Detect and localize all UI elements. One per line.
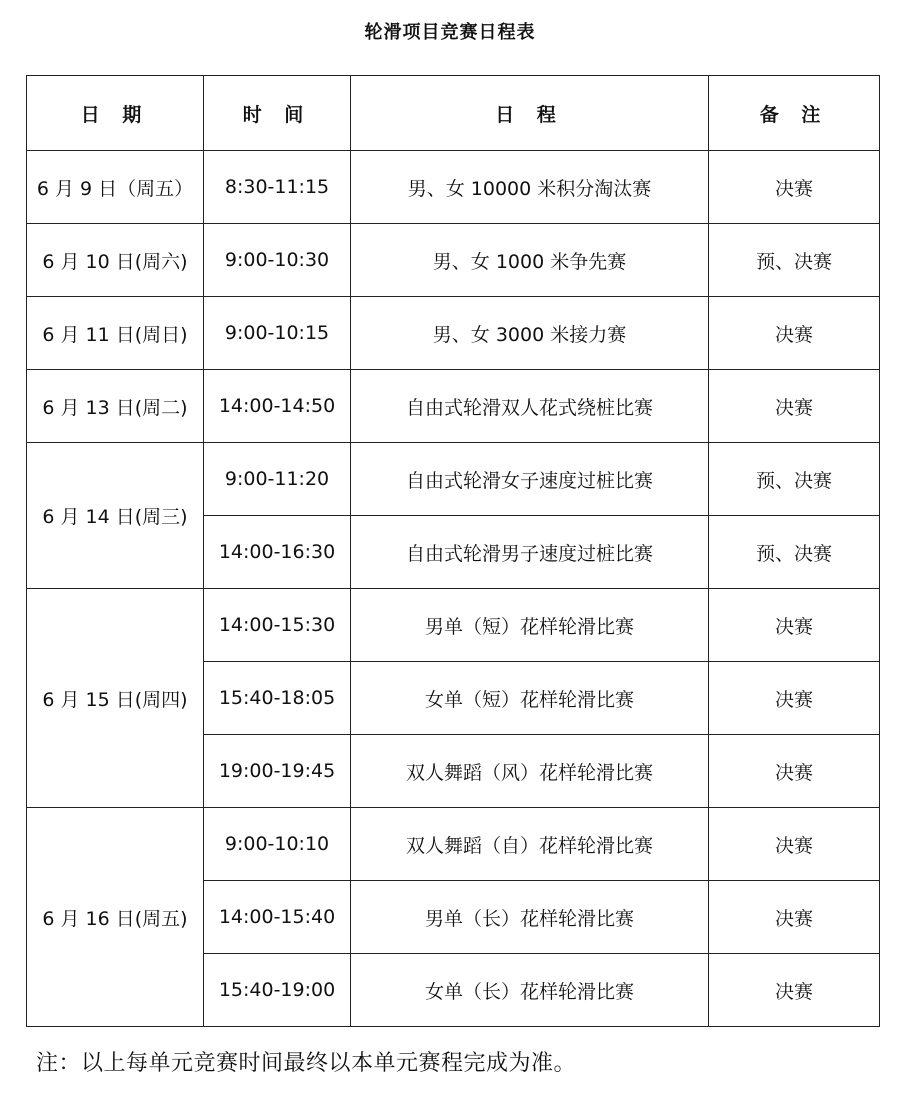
time-cell: 15:40-19:00 [204,954,351,1027]
event-cell: 女单（长）花样轮滑比赛 [351,954,709,1027]
time-cell: 9:00-11:20 [204,443,351,516]
page-title: 轮滑项目竞赛日程表 [364,22,536,43]
note-cell: 预、决赛 [709,443,880,516]
header-time: 时 间 [204,76,351,151]
time-cell: 14:00-16:30 [204,516,351,589]
date-cell: 6 月 14 日(周三) [27,443,204,589]
event-cell: 男单（长）花样轮滑比赛 [351,881,709,954]
header-note: 备 注 [709,76,880,151]
note-cell: 决赛 [709,151,880,224]
table-row [27,151,880,224]
note-cell: 决赛 [709,589,880,662]
time-cell: 9:00-10:30 [204,224,351,297]
event-cell: 男单（短）花样轮滑比赛 [351,589,709,662]
date-cell: 6 月 10 日(周六) [27,224,204,297]
header-date: 日 期 [27,76,204,151]
note-cell: 决赛 [709,370,880,443]
event-cell: 男、女 3000 米接力赛 [351,297,709,370]
event-cell: 双人舞蹈（风）花样轮滑比赛 [351,735,709,808]
time-cell: 14:00-15:30 [204,589,351,662]
note-cell: 决赛 [709,881,880,954]
event-cell: 男、女 1000 米争先赛 [351,224,709,297]
table-row [27,808,880,881]
time-cell: 9:00-10:15 [204,297,351,370]
note-cell: 决赛 [709,735,880,808]
event-cell: 男、女 10000 米积分淘汰赛 [351,151,709,224]
table-header-row [27,76,880,151]
event-cell: 自由式轮滑女子速度过桩比赛 [351,443,709,516]
table-row [27,224,880,297]
event-cell: 女单（短）花样轮滑比赛 [351,662,709,735]
note-cell: 决赛 [709,954,880,1027]
note-cell: 决赛 [709,662,880,735]
date-cell: 6 月 15 日(周四) [27,589,204,808]
note-cell: 决赛 [709,297,880,370]
event-cell: 自由式轮滑男子速度过桩比赛 [351,516,709,589]
footnote: 注：以上每单元竞赛时间最终以本单元赛程完成为准。 [36,1051,577,1076]
schedule-table [26,75,880,1027]
time-cell: 8:30-11:15 [204,151,351,224]
time-cell: 14:00-14:50 [204,370,351,443]
table-row [27,370,880,443]
date-cell: 6 月 16 日(周五) [27,808,204,1027]
time-cell: 9:00-10:10 [204,808,351,881]
table-row [27,589,880,662]
event-cell: 双人舞蹈（自）花样轮滑比赛 [351,808,709,881]
note-cell: 预、决赛 [709,516,880,589]
note-cell: 决赛 [709,808,880,881]
date-cell: 6 月 9 日（周五） [27,151,204,224]
table-row [27,297,880,370]
time-cell: 19:00-19:45 [204,735,351,808]
date-cell: 6 月 11 日(周日) [27,297,204,370]
table-row [27,443,880,516]
date-cell: 6 月 13 日(周二) [27,370,204,443]
event-cell: 自由式轮滑双人花式绕桩比赛 [351,370,709,443]
time-cell: 15:40-18:05 [204,662,351,735]
note-cell: 预、决赛 [709,224,880,297]
time-cell: 14:00-15:40 [204,881,351,954]
header-schedule: 日 程 [351,76,709,151]
